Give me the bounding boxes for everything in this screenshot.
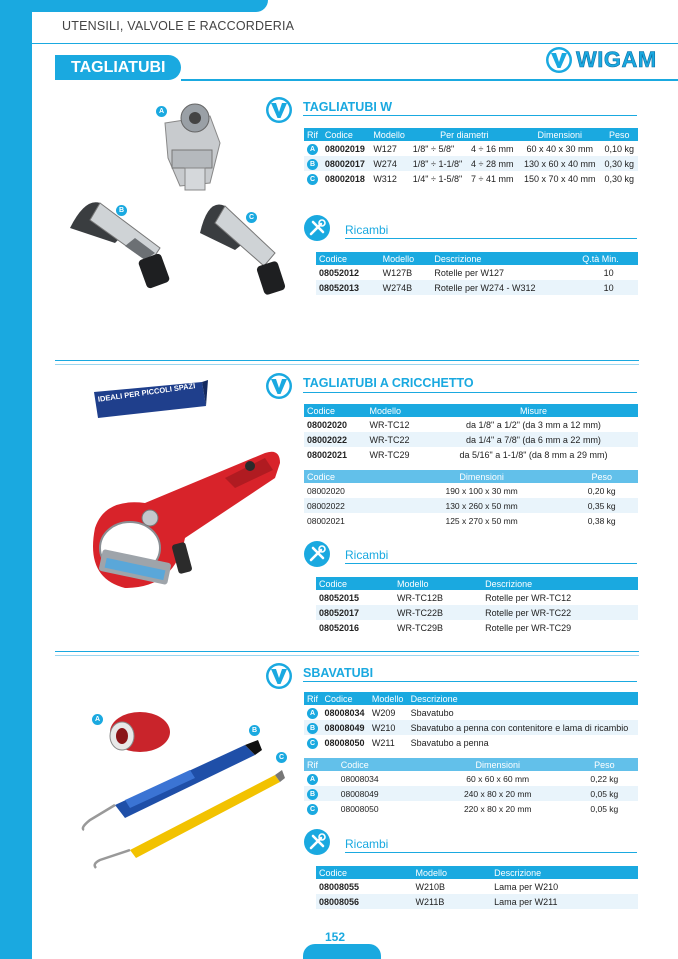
modello-cell: WR-TC29B xyxy=(396,622,443,633)
title-rule xyxy=(303,681,637,682)
header-rule xyxy=(32,43,678,44)
table-row xyxy=(304,735,638,750)
ricambi-tools-icon xyxy=(303,540,331,568)
modello-cell: W209 xyxy=(371,707,396,718)
ricambi-sbavatubi-table xyxy=(316,866,638,909)
peso-cell: 0,30 kg xyxy=(601,156,638,171)
modello-cell: W274B xyxy=(380,280,432,295)
dimensioni-cell: 130 x 60 x 40 mm xyxy=(519,156,601,171)
table-header-row xyxy=(316,866,638,879)
table-row xyxy=(304,417,638,432)
column-header: Misure xyxy=(429,404,638,417)
table-row xyxy=(316,605,638,620)
column-header: Dimensioni xyxy=(398,470,566,483)
bottom-tab xyxy=(303,944,381,959)
label-c-badge: C xyxy=(276,752,287,763)
section-divider xyxy=(55,360,639,361)
codice-cell: 08002020 xyxy=(307,419,348,430)
wigam-v-icon xyxy=(545,46,573,74)
table-row xyxy=(316,265,638,280)
cricchetto-table xyxy=(304,404,638,462)
column-header: Rif xyxy=(304,692,322,705)
codice-cell: 08052013 xyxy=(316,280,380,295)
codice-cell: 08002021 xyxy=(307,449,348,460)
column-header: Codice xyxy=(322,128,370,141)
table-row xyxy=(304,171,638,186)
rif-badge: C xyxy=(307,174,318,185)
table-row xyxy=(316,280,638,295)
modello-cell: W210 xyxy=(369,720,408,735)
column-header: Q.tà Min. xyxy=(579,252,638,265)
codice-cell: 08002017 xyxy=(322,156,370,171)
table-row xyxy=(304,498,638,513)
descrizione-cell: Sbavatubo a penna xyxy=(410,737,489,748)
ricambi-tools-icon xyxy=(303,214,331,242)
rif-badge: A xyxy=(307,144,318,155)
ideal-banner-text: IDEALI PER PICCOLI SPAZI xyxy=(97,381,196,404)
rif-badge: B xyxy=(307,789,318,800)
modello-cell: W127B xyxy=(382,267,413,278)
table-row xyxy=(304,720,638,735)
wigam-v-icon xyxy=(265,372,293,400)
column-header: Dimensioni xyxy=(425,758,571,771)
peso-cell: 0,20 kg xyxy=(587,485,616,496)
codice-cell: 08052012 xyxy=(319,267,360,278)
codice-cell: 08002019 xyxy=(324,143,365,154)
tagliatubi-w-table xyxy=(304,128,638,186)
table-header-row xyxy=(304,404,638,417)
modello-cell: W211 xyxy=(371,737,395,748)
modello-cell: W127 xyxy=(373,143,397,154)
section-title: TAGLIATUBI xyxy=(55,55,181,80)
codice-cell: 08008056 xyxy=(316,894,413,909)
dimensioni-cell: 220 x 80 x 20 mm xyxy=(463,803,532,814)
table-row xyxy=(304,771,638,786)
rif-badge: C xyxy=(307,738,318,749)
cutter-a-image xyxy=(165,104,220,190)
diam-mm-cell: 4 ÷ 28 mm xyxy=(468,156,519,171)
diam-in-cell: 1/8" ÷ 1-1/8" xyxy=(410,156,468,171)
wigam-v-icon xyxy=(265,662,293,690)
top-tab xyxy=(32,0,268,12)
qta-cell: 10 xyxy=(579,280,638,295)
section-rule xyxy=(181,79,678,81)
descrizione-cell: Lama per W211 xyxy=(491,894,638,909)
column-header: Descrizione xyxy=(491,866,638,879)
modello-cell: WR-TC22B xyxy=(394,605,482,620)
peso-cell: 0,35 kg xyxy=(565,498,638,513)
column-header: Rif xyxy=(304,128,322,141)
codice-cell: 08002022 xyxy=(304,432,367,447)
section-divider xyxy=(55,364,639,365)
table-row xyxy=(316,879,638,894)
modello-cell: W211B xyxy=(413,894,492,909)
descrizione-cell: Sbavatubo a penna con contenitore e lama di ricambio xyxy=(408,720,638,735)
brand-logo xyxy=(545,46,657,74)
codice-cell: 08008050 xyxy=(324,737,365,748)
product-title: SBAVATUBI xyxy=(303,666,374,680)
category-title: UTENSILI, VALVOLE E RACCORDERIA xyxy=(62,19,295,33)
column-header: Rif xyxy=(304,758,338,771)
diam-in-cell: 1/8" ÷ 5/8" xyxy=(412,143,455,154)
deburrer-a-image xyxy=(110,712,170,752)
column-header: Codice xyxy=(316,252,380,265)
ideal-banner xyxy=(90,380,208,422)
section-divider xyxy=(55,651,639,652)
rif-badge: A xyxy=(307,708,318,719)
column-header: Descrizione xyxy=(482,577,638,590)
codice-cell: 08002020 xyxy=(307,485,345,496)
cricchetto-dim-table xyxy=(304,470,638,528)
page-number: 152 xyxy=(325,930,346,944)
descrizione-cell: Lama per W210 xyxy=(494,881,559,892)
diam-in-cell: 1/4" ÷ 1-5/8" xyxy=(412,173,463,184)
dimensioni-cell: 150 x 70 x 40 mm xyxy=(524,173,596,184)
dimensioni-cell: 130 x 260 x 50 mm xyxy=(398,498,566,513)
column-header: Peso xyxy=(571,758,638,771)
label-a-badge: A xyxy=(156,106,167,117)
left-accent-bar xyxy=(0,0,32,959)
codice-cell: 08008055 xyxy=(319,881,360,892)
table-row xyxy=(304,705,638,720)
label-b-badge: B xyxy=(116,205,127,216)
tube-cutters-photo xyxy=(60,88,290,308)
ricambi-title: Ricambi xyxy=(345,223,389,237)
table-row xyxy=(304,786,638,801)
title-rule xyxy=(345,563,637,564)
table-header-row xyxy=(316,577,638,590)
modello-cell: W274 xyxy=(370,156,409,171)
peso-cell: 0,38 kg xyxy=(587,515,616,526)
column-header: Codice xyxy=(304,470,398,483)
table-header-row xyxy=(304,692,638,705)
descrizione-cell: Rotelle per W127 xyxy=(434,267,504,278)
modello-cell: WR-TC29 xyxy=(369,449,410,460)
descrizione-cell: Rotelle per W274 - W312 xyxy=(431,280,579,295)
table-row xyxy=(304,156,638,171)
peso-cell: 0,10 kg xyxy=(604,143,635,154)
label-a-badge: A xyxy=(92,714,103,725)
table-row xyxy=(304,513,638,528)
peso-cell: 0,05 kg xyxy=(590,803,619,814)
codice-cell: 08002018 xyxy=(324,173,365,184)
column-header: Modello xyxy=(413,866,492,879)
codice-cell: 08008034 xyxy=(324,707,365,718)
peso-cell: 0,30 kg xyxy=(604,173,635,184)
modello-cell: WR-TC12 xyxy=(369,419,410,430)
column-header: Codice xyxy=(322,692,369,705)
cutter-c-image xyxy=(200,205,286,296)
modello-cell: WR-TC22 xyxy=(367,432,429,447)
column-header: Modello xyxy=(370,128,409,141)
misure-cell: da 1/4" a 7/8" (da 6 mm a 22 mm) xyxy=(429,432,638,447)
column-header: Per diametri xyxy=(410,128,519,141)
table-row xyxy=(304,801,638,816)
dimensioni-cell: 60 x 40 x 30 mm xyxy=(526,143,594,154)
product-title: TAGLIATUBI W xyxy=(303,100,393,114)
wigam-v-icon xyxy=(265,96,293,124)
ricambi-title: Ricambi xyxy=(345,548,389,562)
title-rule xyxy=(345,238,637,239)
codice-cell: 08052015 xyxy=(319,592,360,603)
dimensioni-cell: 240 x 80 x 20 mm xyxy=(425,786,571,801)
table-row xyxy=(304,483,638,498)
dimensioni-cell: 190 x 100 x 30 mm xyxy=(445,485,518,496)
product-title: TAGLIATUBI A CRICCHETTO xyxy=(303,376,474,390)
table-header-row xyxy=(304,758,638,771)
label-b-badge: B xyxy=(249,725,260,736)
qta-cell: 10 xyxy=(603,267,614,278)
codice-cell: 08008034 xyxy=(340,773,379,784)
diam-mm-cell: 4 ÷ 16 mm xyxy=(471,143,514,154)
codice-cell: 08002021 xyxy=(307,515,345,526)
column-header: Codice xyxy=(338,758,425,771)
rif-badge: B xyxy=(307,723,318,734)
column-header: Modello xyxy=(380,252,432,265)
column-header: Codice xyxy=(316,577,394,590)
sbavatubi-table xyxy=(304,692,638,750)
table-row xyxy=(304,447,638,462)
table-row xyxy=(316,894,638,909)
descrizione-cell: Rotelle per WR-TC12 xyxy=(485,592,572,603)
rif-badge: C xyxy=(307,804,318,815)
codice-cell: 08008049 xyxy=(338,786,425,801)
table-header-row xyxy=(304,470,638,483)
descrizione-cell: Rotelle per WR-TC22 xyxy=(482,605,638,620)
peso-cell: 0,05 kg xyxy=(571,786,638,801)
dimensioni-cell: 125 x 270 x 50 mm xyxy=(445,515,518,526)
ratchet-cutter-photo xyxy=(75,448,285,598)
ricambi-title: Ricambi xyxy=(345,837,389,851)
dimensioni-cell: 60 x 60 x 60 mm xyxy=(466,773,530,784)
codice-cell: 08008049 xyxy=(322,720,369,735)
column-header: Codice xyxy=(304,404,367,417)
title-rule xyxy=(345,852,637,853)
table-row xyxy=(316,590,638,605)
codice-cell: 08008050 xyxy=(340,803,379,814)
rif-badge: A xyxy=(307,774,318,785)
title-rule xyxy=(303,115,637,116)
column-header: Descrizione xyxy=(408,692,638,705)
table-row xyxy=(304,141,638,156)
brand-name: WIGAM xyxy=(576,47,657,72)
misure-cell: da 1/8" a 1/2" (da 3 mm a 12 mm) xyxy=(465,419,601,430)
label-c-badge: C xyxy=(246,212,257,223)
deburrer-b-image xyxy=(83,740,262,830)
codice-cell: 08002022 xyxy=(304,498,398,513)
codice-cell: 08052016 xyxy=(319,622,360,633)
column-header: Codice xyxy=(316,866,413,879)
rif-badge: B xyxy=(307,159,318,170)
column-header: Peso xyxy=(601,128,638,141)
section-divider xyxy=(55,655,639,656)
modello-cell: W210B xyxy=(415,881,446,892)
table-header-row xyxy=(304,128,638,141)
misure-cell: da 5/16" a 1-1/8" (da 8 mm a 29 mm) xyxy=(459,449,608,460)
ricambi-tools-icon xyxy=(303,828,331,856)
column-header: Peso xyxy=(565,470,638,483)
column-header: Modello xyxy=(369,692,408,705)
ricambi-cricchetto-table xyxy=(316,577,638,635)
descrizione-cell: Rotelle per WR-TC29 xyxy=(485,622,572,633)
column-header: Dimensioni xyxy=(519,128,601,141)
table-row xyxy=(316,620,638,635)
column-header: Modello xyxy=(367,404,429,417)
table-header-row xyxy=(316,252,638,265)
ricambi-w-table xyxy=(316,252,638,295)
column-header: Descrizione xyxy=(431,252,579,265)
modello-cell: WR-TC12B xyxy=(396,592,443,603)
diam-mm-cell: 7 ÷ 41 mm xyxy=(471,173,514,184)
column-header: Modello xyxy=(394,577,482,590)
codice-cell: 08052017 xyxy=(316,605,394,620)
title-rule xyxy=(303,392,637,393)
descrizione-cell: Sbavatubo xyxy=(410,707,454,718)
sbavatubi-dim-table xyxy=(304,758,638,816)
table-row xyxy=(304,432,638,447)
modello-cell: W312 xyxy=(373,173,397,184)
peso-cell: 0,22 kg xyxy=(590,773,619,784)
